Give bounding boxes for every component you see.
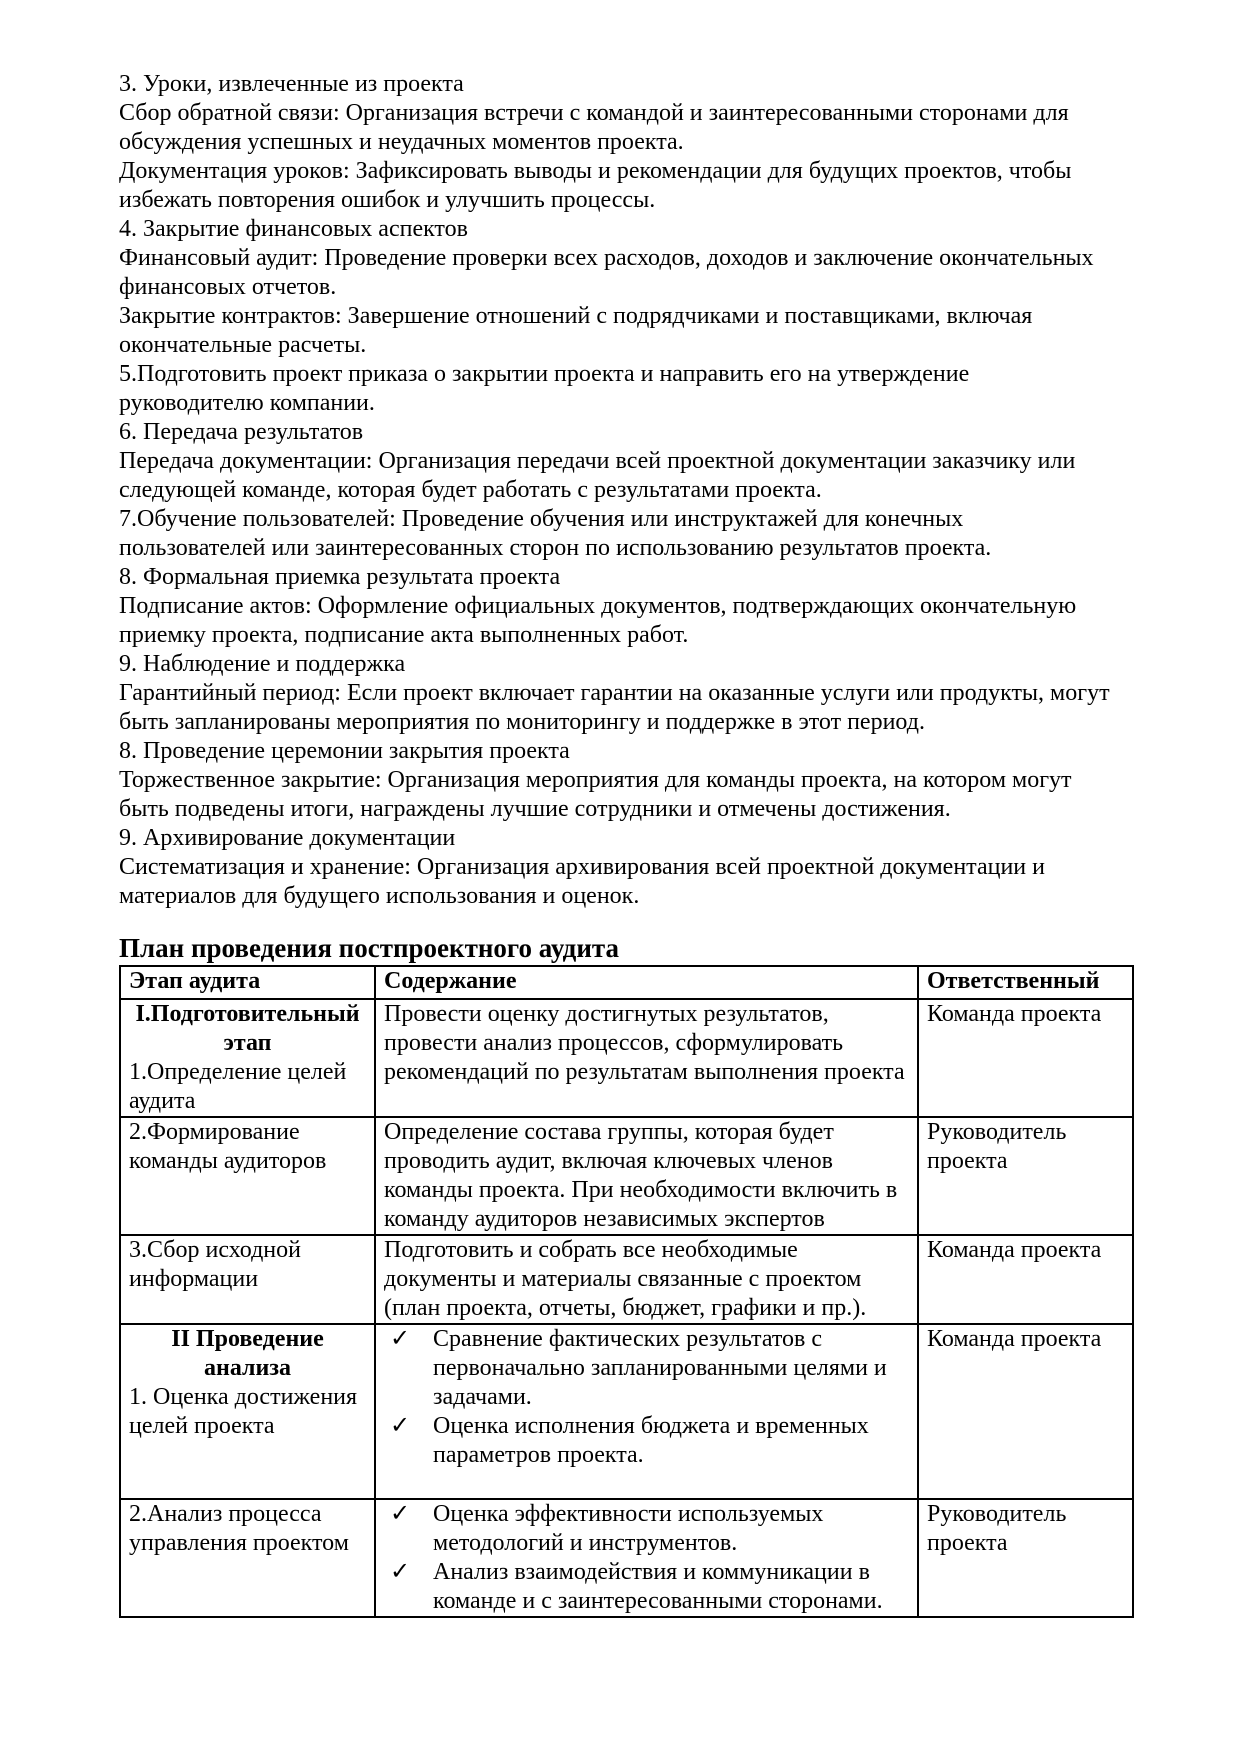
col-header-responsible: Ответственный [918, 966, 1133, 999]
body-line: Систематизация и хранение: Организация архивирования всей проектной документации и [119, 854, 1045, 880]
stage-heading: II Проведение анализа [171, 1326, 324, 1381]
responsible-cell: Команда проекта [918, 1235, 1133, 1324]
content-text: Подготовить и собрать все необходимые документы и материалы связанные с проектом (план проекта, отчеты, бюджет, графики и пр.). [384, 1237, 867, 1321]
checkmark-icon: ✓ [390, 1559, 411, 1585]
stage-item: 2.Анализ процесса управления проектом [129, 1501, 349, 1556]
checklist-text: Оценка исполнения бюджета и временных параметров проекта. [433, 1413, 869, 1468]
stage-cell [120, 999, 375, 1117]
body-line: Торжественное закрытие: Организация мероприятия для команды проекта, на котором могут [119, 767, 1072, 793]
responsible-cell: Команда проекта [918, 999, 1133, 1117]
col-header-content: Содержание [375, 966, 918, 999]
col-header-stage: Этап аудита [120, 966, 375, 999]
body-line: Подписание актов: Оформление официальных документов, подтверждающих окончательную [119, 593, 1077, 619]
body-line: Документация уроков: Зафиксировать выводы и рекомендации для будущих проектов, чтобы [119, 158, 1072, 184]
body-line: материалов для будущего использования и оценок. [119, 883, 640, 909]
stage-item: 1.Определение целей аудита [129, 1059, 347, 1114]
content-text: Провести оценку достигнутых результатов, провести анализ процессов, сформулировать рекомендаций по результатам выполнения проекта [384, 1001, 905, 1085]
stage-cell [120, 1235, 375, 1324]
section-title: План проведения постпроектного аудита [119, 933, 619, 963]
content-cell [375, 999, 918, 1117]
audit-plan-table [119, 965, 1134, 1618]
stage-item: 1. Оценка достижения целей проекта [129, 1384, 358, 1439]
stage-cell [120, 1117, 375, 1235]
checkmark-icon: ✓ [390, 1501, 411, 1527]
body-line: 9. Архивирование документации [119, 825, 456, 851]
table-row [120, 1499, 1133, 1617]
responsible-cell: Руководитель проекта [918, 1117, 1133, 1235]
body-line: Гарантийный период: Если проект включает гарантии на оказанные услуги или продукты, могут [119, 680, 1110, 706]
body-line: 4. Закрытие финансовых аспектов [119, 216, 468, 242]
checkmark-icon: ✓ [390, 1326, 411, 1352]
stage-item: 2.Формирование команды аудиторов [129, 1119, 327, 1174]
body-line: 8. Формальная приемка результата проекта [119, 564, 561, 590]
body-line: быть подведены итоги, награждены лучшие сотрудники и отмечены достижения. [119, 796, 951, 822]
table-header-row [120, 966, 1133, 999]
responsible-cell: Руководитель проекта [918, 1499, 1133, 1617]
table-row [120, 999, 1133, 1117]
checklist-text: Оценка эффективности используемых методологий и инструментов. [433, 1501, 824, 1556]
body-line: руководителю компании. [119, 390, 375, 416]
stage-cell [120, 1324, 375, 1499]
body-line: пользователей или заинтересованных сторон по использованию результатов проекта. [119, 535, 992, 561]
body-line: 8. Проведение церемонии закрытия проекта [119, 738, 570, 764]
body-line: окончательные расчеты. [119, 332, 367, 358]
content-cell [375, 1117, 918, 1235]
body-line: избежать повторения ошибок и улучшить процессы. [119, 187, 656, 213]
content-text: Определение состава группы, которая будет проводить аудит, включая ключевых членов команды проекта. При необходимости включить в команду аудиторов независимых экспертов [384, 1119, 898, 1232]
body-line: 9. Наблюдение и поддержка [119, 651, 406, 677]
content-cell [375, 1235, 918, 1324]
checklist-text: Анализ взаимодействия и коммуникации в команде и с заинтересованными сторонами. [433, 1559, 883, 1614]
body-line: приемку проекта, подписание акта выполненных работ. [119, 622, 689, 648]
body-line: обсуждения успешных и неудачных моментов проекта. [119, 129, 684, 155]
body-line: 5.Подготовить проект приказа о закрытии проекта и направить его на утверждение [119, 361, 970, 387]
checklist-item [384, 1500, 909, 1558]
stage-item: 3.Сбор исходной информации [129, 1237, 301, 1292]
stage-heading: I.Подготовительный этап [135, 1001, 360, 1056]
body-line: Сбор обратной связи: Организация встречи с командой и заинтересованными сторонами для [119, 100, 1069, 126]
responsible-cell: Команда проекта [918, 1324, 1133, 1499]
table-row [120, 1235, 1133, 1324]
body-line: Финансовый аудит: Проведение проверки всех расходов, доходов и заключение окончательных [119, 245, 1094, 271]
checklist-item [384, 1325, 909, 1412]
table-row [120, 1117, 1133, 1235]
content-cell [375, 1324, 918, 1499]
content-cell [375, 1499, 918, 1617]
table-row [120, 1324, 1133, 1499]
body-line: Передача документации: Организация передачи всей проектной документации заказчику или [119, 448, 1076, 474]
checklist-text: Сравнение фактических результатов с первоначально запланированными целями и задачами. [433, 1326, 887, 1410]
stage-cell [120, 1499, 375, 1617]
body-line: быть запланированы мероприятия по мониторингу и поддержке в этот период. [119, 709, 925, 735]
body-line: финансовых отчетов. [119, 274, 337, 300]
body-line: 6. Передача результатов [119, 419, 364, 445]
checklist-item [384, 1558, 909, 1616]
checklist-item [384, 1412, 909, 1470]
body-line: 3. Уроки, извлеченные из проекта [119, 71, 464, 97]
body-line: 7.Обучение пользователей: Проведение обучения или инструктажей для конечных [119, 506, 964, 532]
body-text [119, 70, 1240, 911]
body-line: Закрытие контрактов: Завершение отношений с подрядчиками и поставщиками, включая [119, 303, 1033, 329]
body-line: следующей команде, которая будет работать с результатами проекта. [119, 477, 822, 503]
checkmark-icon: ✓ [390, 1413, 411, 1439]
